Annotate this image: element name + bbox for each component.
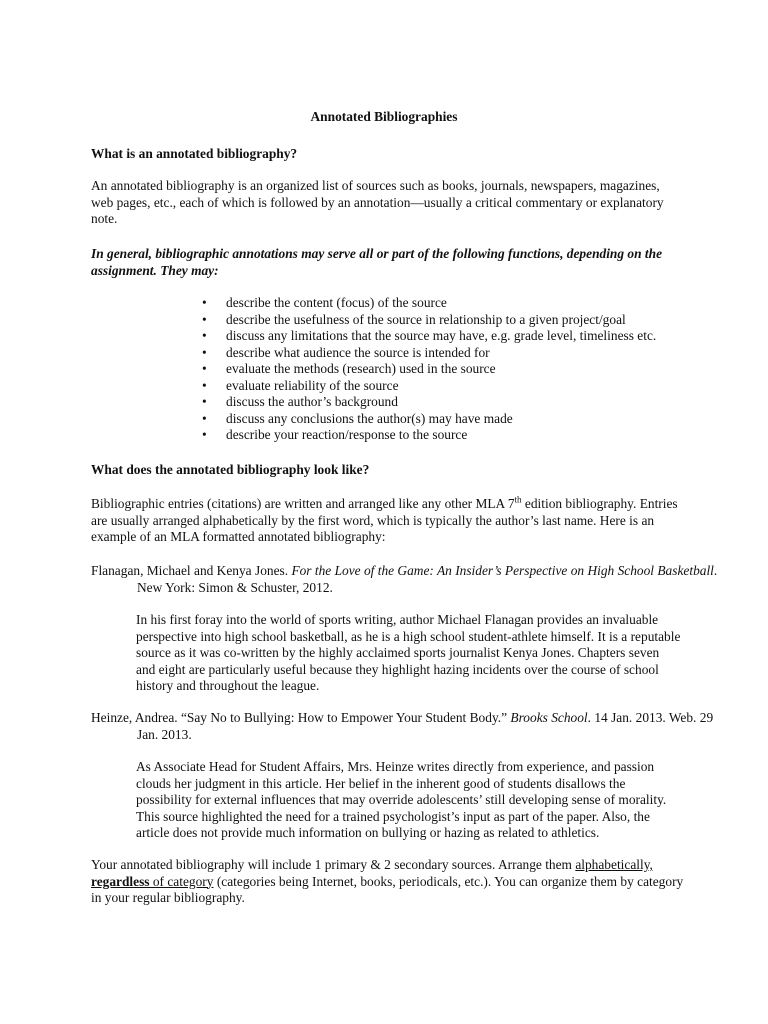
closing-paragraph: Your annotated bibliography will include 1 primary & 2 secondary sources. Arrange them alphabetically, regardless of category (categories being Internet, books, periodicals, etc.). You can organize them by category in your regular bibliography. — [91, 857, 684, 905]
mla-paragraph: Bibliographic entries (citations) are written and arranged like any other MLA 7th edition bibliography. Entries are usually arranged alphabetically by the first word, which is typically the author’s last name. Here is an example of an MLA formatted annotated bibliography: — [91, 494, 678, 544]
list-item: • evaluate reliability of the source — [202, 378, 656, 395]
heading-what-look-like: What does the annotated bibliography look like? — [91, 462, 370, 477]
list-item: • describe what audience the source is intended for — [202, 345, 656, 362]
list-item: • discuss the author’s background — [202, 394, 656, 411]
list-item: • discuss any limitations that the source may have, e.g. grade level, timeliness etc. — [202, 328, 656, 345]
definition-paragraph: An annotated bibliography is an organized list of sources such as books, journals, newspapers, magazines, web pages, etc., each of which is followed by an annotation—usually a critical commentary or explanatory note. — [91, 178, 664, 226]
list-item: • discuss any conclusions the author(s) may have made — [202, 411, 656, 428]
list-item: • describe your reaction/response to the source — [202, 427, 656, 444]
list-item: • evaluate the methods (research) used in the source — [202, 361, 656, 378]
list-item: • describe the usefulness of the source in relationship to a given project/goal — [202, 312, 656, 329]
annotation-1: In his first foray into the world of sports writing, author Michael Flanagan provides an invaluable perspective into high school basketball, as he is a high school student-athlete himself. It is a reputable source as it was co-written by the highly acclaimed sports journalist Kenya Jones. Chapters seven and eight are particularly useful because they highlight hazing incidents over the course of school history and throughout the league. — [136, 612, 681, 693]
functions-intro: In general, bibliographic annotations may serve all or part of the following functions, depending on the assignment. They may: — [91, 246, 663, 278]
citation-entry-2: Heinze, Andrea. “Say No to Bullying: How to Empower Your Student Body.” Brooks School. 14 Jan. 2013. Web. 29 Jan. 2013. — [91, 710, 714, 742]
list-item: • describe the content (focus) of the source — [202, 295, 656, 312]
functions-list — [202, 295, 656, 444]
citation-entry-1: Flanagan, Michael and Kenya Jones. For the Love of the Game: An Insider’s Perspective on High School Basketball. New York: Simon & Schuster, 2012. — [91, 563, 718, 595]
heading-what-is: What is an annotated bibliography? — [91, 146, 298, 161]
annotation-2: As Associate Head for Student Affairs, Mrs. Heinze writes directly from experience, and passion clouds her judgment in this article. Her belief in the inherent good of students disallows the possibility for external influences that may override adolescents’ still developing sense of morality. This source highlighted the need for a trained psychologist’s input as part of the paper. Also, the article does not provide much information on bullying or hazing as related to athletics. — [136, 759, 667, 840]
page-title: Annotated Bibliographies — [310, 109, 458, 124]
